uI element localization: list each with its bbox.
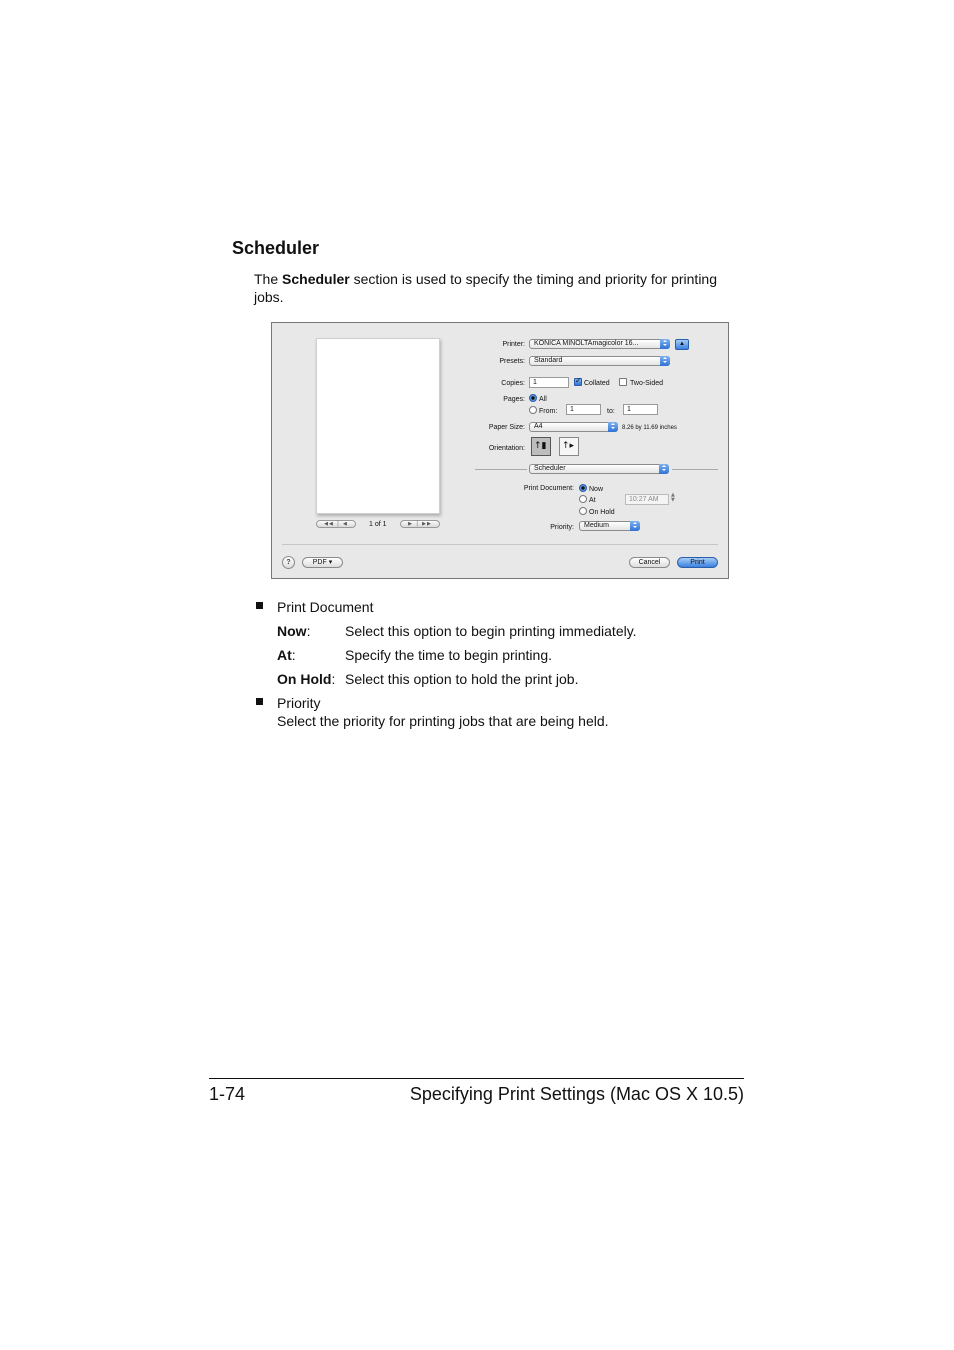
page-indicator: 1 of 1 — [369, 521, 387, 528]
on-hold-label: On Hold — [589, 509, 615, 516]
term-now-colon: : — [306, 623, 311, 639]
paper-size-value: A4 — [534, 423, 543, 430]
collated-label: Collated — [584, 380, 610, 387]
pages-to-label: to: — [607, 408, 615, 415]
panel-select[interactable] — [529, 464, 669, 474]
time-field[interactable] — [625, 494, 669, 505]
pdf-button[interactable]: PDF ▾ — [302, 557, 343, 568]
bullet-print-document: Print Document — [277, 599, 374, 615]
copies-label: Copies: — [501, 380, 525, 387]
collated-checkbox[interactable] — [574, 378, 582, 386]
presets-select[interactable] — [529, 356, 670, 366]
portrait-person-icon: ↑▮ — [534, 441, 547, 451]
time-value: 10:27 AM — [629, 496, 659, 503]
disclosure-triangle-icon[interactable]: ▲ — [675, 339, 689, 350]
copies-value: 1 — [533, 379, 537, 386]
desc-at: Specify the time to begin printing. — [345, 647, 553, 663]
pages-label: Pages: — [503, 396, 525, 403]
pages-from-value: 1 — [570, 406, 574, 413]
pages-all-radio[interactable] — [529, 394, 537, 402]
printer-select[interactable] — [529, 339, 670, 349]
separator-right — [672, 469, 718, 470]
pages-to-field[interactable] — [623, 404, 658, 415]
portrait-orientation-button[interactable] — [531, 437, 551, 456]
page-number: 1-74 — [209, 1084, 246, 1104]
bullet-priority: Priority — [277, 695, 321, 711]
term-at-bold: At — [277, 647, 292, 663]
pages-all-label: All — [539, 396, 547, 403]
chevron-updown-icon — [660, 356, 670, 366]
page-preview — [316, 338, 440, 514]
copies-field[interactable] — [529, 377, 569, 388]
chevron-updown-icon — [659, 464, 669, 474]
priority-label: Priority: — [550, 524, 574, 531]
presets-label: Presets: — [499, 358, 525, 365]
orientation-label: Orientation: — [488, 445, 525, 452]
printer-value: KONICA MINOLTAmagicolor 16... — [534, 340, 639, 347]
pages-from-radio[interactable] — [529, 406, 537, 414]
paper-size-label: Paper Size: — [488, 424, 525, 431]
footer-rule — [209, 1078, 744, 1079]
bullet-square-icon — [256, 602, 263, 609]
now-radio[interactable] — [579, 484, 587, 492]
presets-value: Standard — [534, 357, 563, 364]
on-hold-radio[interactable] — [579, 507, 587, 515]
next-last-page-button[interactable]: ▶ │ ▶▶ — [400, 520, 440, 528]
print-dialog — [271, 322, 729, 579]
term-at-colon: : — [291, 647, 296, 663]
at-radio[interactable] — [579, 495, 587, 503]
pages-from-field[interactable] — [566, 404, 601, 415]
desc-on-hold: Select this option to hold the print job. — [345, 671, 579, 687]
term-now — [277, 622, 310, 640]
term-on-hold-colon: : — [331, 671, 336, 687]
term-on-hold-bold: On Hold — [277, 671, 332, 687]
landscape-orientation-button[interactable] — [559, 437, 579, 456]
help-button[interactable]: ? — [282, 556, 295, 569]
intro-bold-term: Scheduler — [282, 271, 350, 287]
section-heading: Scheduler — [232, 238, 320, 258]
intro-line-2: jobs. — [254, 289, 284, 305]
landscape-person-icon: ↑▸ — [562, 441, 575, 451]
at-label: At — [589, 497, 596, 504]
term-at — [277, 646, 296, 664]
priority-select[interactable] — [579, 521, 640, 531]
now-label: Now — [589, 486, 604, 493]
print-document-label: Print Document: — [523, 485, 574, 492]
first-prev-page-button[interactable]: ◀◀ │ ◀ — [316, 520, 356, 528]
print-button[interactable]: Print — [677, 557, 718, 568]
bottom-separator — [282, 544, 718, 545]
two-sided-label: Two-Sided — [630, 380, 664, 387]
intro-rest: section is used to specify the timing and priority for printing — [349, 271, 718, 287]
priority-value: Medium — [584, 522, 609, 529]
intro-line-1 — [254, 270, 717, 288]
pages-to-value: 1 — [627, 406, 631, 413]
chevron-updown-icon — [660, 339, 670, 349]
pages-from-label: From: — [539, 408, 558, 415]
chevron-updown-icon — [608, 422, 618, 432]
desc-now: Select this option to begin printing immediately. — [345, 623, 637, 639]
paper-size-dimensions: 8.26 by 11.69 inches — [622, 425, 677, 431]
two-sided-checkbox[interactable] — [619, 378, 627, 386]
term-on-hold — [277, 670, 335, 688]
term-now-bold: Now — [277, 623, 307, 639]
time-stepper[interactable]: ▲ ▼ — [671, 492, 675, 503]
printer-label: Printer: — [502, 341, 525, 348]
cancel-button[interactable]: Cancel — [629, 557, 670, 568]
priority-description: Select the priority for printing jobs that are being held. — [277, 713, 609, 729]
separator-left — [475, 469, 527, 470]
intro-prefix: The — [254, 271, 283, 287]
bullet-square-icon — [256, 698, 263, 705]
footer-section-title: Specifying Print Settings (Mac OS X 10.5) — [409, 1084, 744, 1104]
panel-value: Scheduler — [534, 465, 566, 472]
paper-size-select[interactable] — [529, 422, 618, 432]
chevron-updown-icon — [630, 521, 640, 531]
